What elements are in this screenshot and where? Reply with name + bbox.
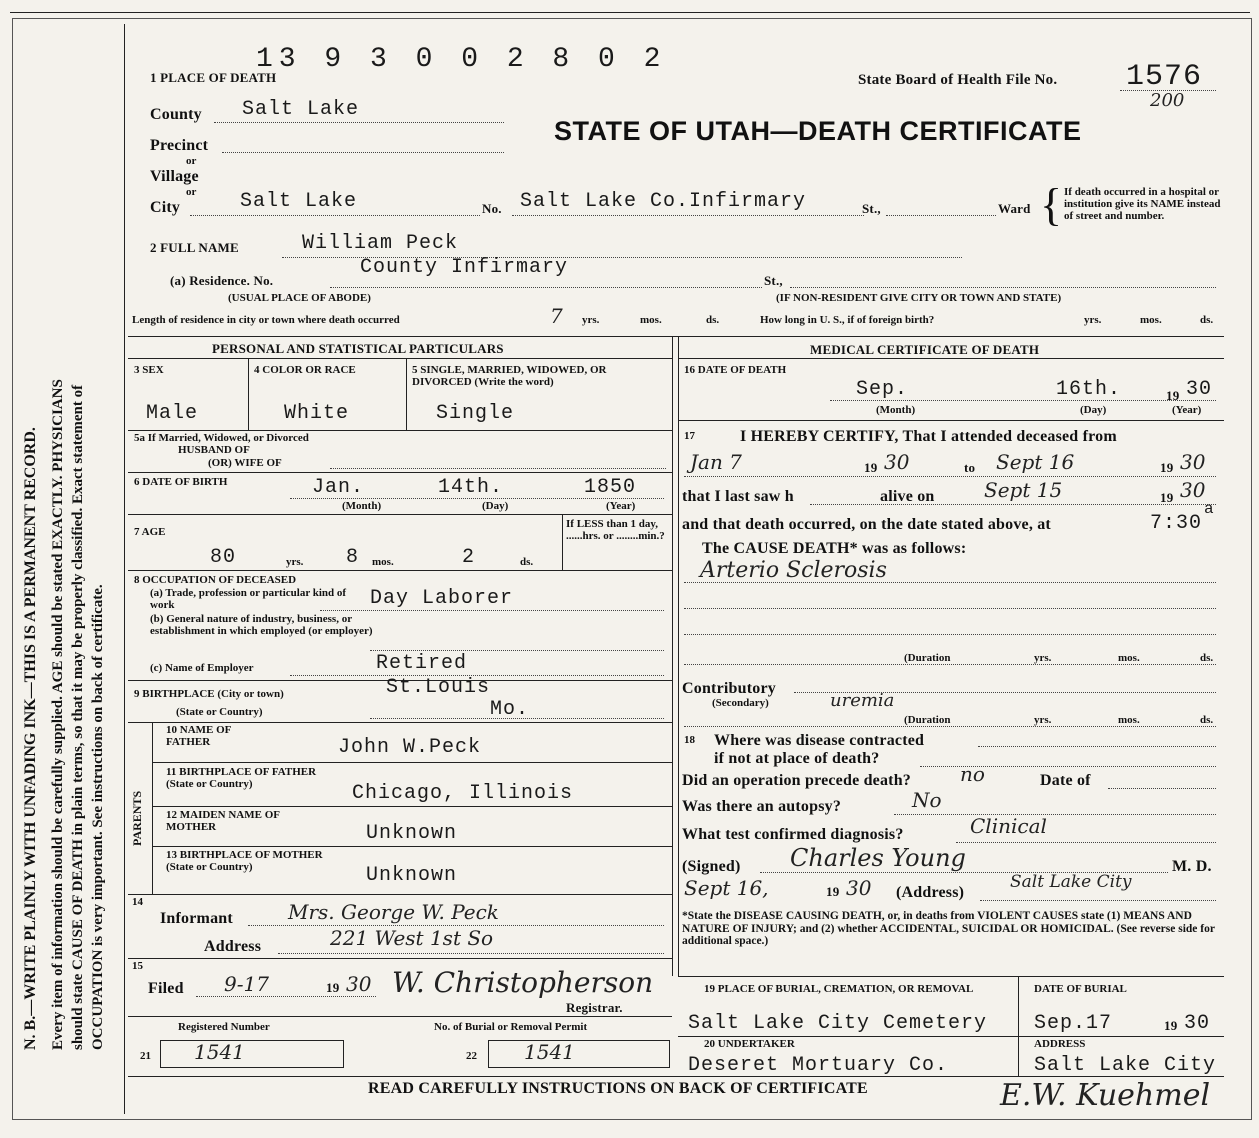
or-1: or	[186, 155, 197, 167]
attended-line	[684, 476, 1216, 477]
burial-year-prefix: 19	[1164, 1018, 1178, 1033]
registered-number-box	[160, 1040, 344, 1068]
informant-address-line	[278, 953, 664, 954]
dod-year: 30	[1186, 378, 1213, 401]
operation-label: Did an operation precede death?	[682, 772, 912, 789]
marital-label: 5 SINGLE, MARRIED, WIDOWED, OR DIVORCED (Write the word)	[412, 364, 607, 388]
operation-value: no	[960, 762, 985, 786]
md-label: M. D.	[1172, 858, 1212, 875]
alive-year: 30	[1180, 478, 1206, 502]
top-edge-line	[10, 12, 1250, 13]
birthplace-label: 9 BIRTHPLACE (City or town)	[134, 688, 284, 700]
rule-age	[128, 514, 672, 515]
dob-day: 14th.	[438, 476, 504, 499]
registered-num-prefix: 21	[140, 1050, 151, 1062]
dod-label: 16 DATE OF DEATH	[684, 364, 787, 376]
dod-day: 16th.	[1056, 378, 1122, 401]
duration-label-1: (Duration	[904, 652, 951, 664]
sex-race-divider	[248, 358, 249, 430]
mother-bp-value: Unknown	[366, 864, 458, 887]
duration-mos-2: mos.	[1118, 714, 1140, 726]
length-residence-yrs: 7	[550, 304, 563, 328]
father-bp-value: Chicago, Illinois	[352, 782, 574, 805]
residence-value: County Infirmary	[360, 256, 569, 279]
occupation-a-line	[320, 610, 664, 611]
file-no-label: State Board of Health File No.	[858, 72, 1058, 88]
rule-5a	[128, 430, 672, 431]
duration-ds-1: ds.	[1200, 652, 1214, 664]
occupation-c-value: Retired	[376, 652, 468, 675]
ward-line	[886, 215, 996, 216]
q18-num: 18	[684, 734, 695, 746]
village-label: Village	[150, 168, 199, 185]
date-of-line	[1108, 788, 1216, 789]
registrar-label: Registrar.	[566, 1000, 623, 1015]
institution-value: Salt Lake Co.Infirmary	[520, 190, 807, 213]
county-label: County	[150, 106, 202, 123]
contributory-line	[794, 692, 1216, 693]
occupation-a-value: Day Laborer	[370, 587, 514, 610]
father-label: 10 NAME OF FATHER	[166, 724, 231, 748]
dod-month-caption: (Month)	[876, 404, 916, 416]
rule-undertaker	[678, 1036, 1224, 1037]
contracted-sub: if not at place of death?	[714, 750, 880, 767]
signed-year: 30	[846, 876, 872, 900]
dod-day-caption: (Day)	[1080, 404, 1107, 416]
burial-date-label: DATE OF BURIAL	[1034, 983, 1127, 995]
burial-permit-label: No. of Burial or Removal Permit	[434, 1021, 588, 1033]
death-time: 7:30	[1150, 512, 1203, 535]
residence-label: (a) Residence. No.	[170, 273, 274, 288]
age-ds-caption: ds.	[520, 556, 534, 568]
certify-num: 17	[684, 430, 695, 442]
length-yrs-label: yrs.	[582, 314, 600, 326]
length-mos-label: mos.	[640, 314, 662, 326]
rule-father-bp	[152, 762, 672, 763]
burial-divider	[1018, 976, 1019, 1076]
occupation-b-label: (b) General nature of industry, business, or establishment in which employed (or employer)	[150, 613, 373, 637]
dod-year-caption: (Year)	[1172, 404, 1202, 416]
center-divider	[672, 336, 673, 976]
duration-label-2: (Duration	[904, 714, 951, 726]
informant-value: Mrs. George W. Peck	[288, 900, 499, 924]
us-ds-label: ds.	[1200, 314, 1214, 326]
dob-year-caption: (Year)	[606, 500, 636, 512]
county-line	[214, 122, 504, 123]
rule-informant	[128, 894, 672, 895]
alive-date: Sept 15	[984, 478, 1063, 502]
attended-to-year: 30	[1180, 450, 1206, 474]
medical-heading-rule	[678, 358, 1224, 359]
burial-year-value: 30	[1184, 1012, 1211, 1035]
signed-address: Salt Lake City	[1010, 872, 1132, 892]
filed-year-prefix: 19	[326, 980, 340, 995]
birthplace-line	[370, 718, 664, 719]
occupation-a-label: (a) Trade, profession or particular kind of work	[150, 587, 347, 611]
filed-line	[196, 996, 376, 997]
burial-place-value: Salt Lake City Cemetery	[688, 1012, 988, 1035]
signed-address-label: (Address)	[896, 884, 965, 901]
signed-year-prefix: 19	[826, 884, 840, 899]
spouse-label-3: (OR) WIFE OF	[208, 457, 282, 469]
contributory-value: uremia	[830, 690, 895, 711]
filed-year: 30	[346, 972, 372, 996]
filed-date: 9-17	[224, 972, 269, 996]
brace-icon: {	[1040, 179, 1063, 230]
cause-line-3	[684, 634, 1216, 635]
side-instructions-3: should state CAUSE OF DEATH in plain terms, so that it may be properly classified. Exact statement of	[70, 384, 86, 1050]
residence-line	[330, 287, 762, 288]
autopsy-line	[894, 814, 1216, 815]
mother-label: 12 MAIDEN NAME OF MOTHER	[166, 809, 280, 833]
city-value: Salt Lake	[240, 190, 358, 213]
certificate-title: STATE OF UTAH—DEATH CERTIFICATE	[554, 116, 1082, 146]
medical-heading: MEDICAL CERTIFICATE OF DEATH	[810, 342, 1040, 357]
city-label: City	[150, 199, 181, 216]
dob-month-caption: (Month)	[342, 500, 382, 512]
footnote: *State the DISEASE CAUSING DEATH, or, in deaths from VIOLENT CAUSES state (1) MEANS AND NATURE OF INJURY; and (2) whether ACCIDENTAL, SUICIDAL OR HOMICIDAL. (See reverse side for additional space.)	[682, 910, 1215, 947]
non-resident-label: (IF NON-RESIDENT GIVE CITY OR TOWN AND STATE)	[776, 292, 1062, 304]
rule-filed	[128, 958, 672, 959]
test-line	[956, 842, 1216, 843]
dob-month: Jan.	[312, 476, 365, 499]
filed-num: 15	[132, 960, 143, 972]
rule-burial	[678, 976, 1224, 977]
alive-on-label: alive on	[880, 488, 935, 505]
sex-value: Male	[146, 402, 199, 425]
county-value: Salt Lake	[242, 98, 360, 121]
duration-yrs-1: yrs.	[1034, 652, 1052, 664]
occupation-c-label: (c) Name of Employer	[150, 662, 254, 674]
death-occurred-label: and that death occurred, on the date stated above, at	[682, 516, 1051, 533]
registered-number-value: 1541	[194, 1040, 245, 1064]
attended-from-year-prefix: 19	[864, 460, 878, 475]
parents-side-label: PARENTS	[130, 790, 144, 846]
race-value: White	[284, 402, 350, 425]
certify-text: I HEREBY CERTIFY, That I attended deceased from	[740, 428, 1117, 445]
autopsy-value: No	[912, 788, 942, 812]
spouse-label-1: 5a If Married, Widowed, or Divorced	[134, 432, 309, 444]
attended-from: Jan 7	[690, 450, 742, 474]
place-of-death-heading: 1 PLACE OF DEATH	[150, 70, 277, 85]
attended-from-year: 30	[884, 450, 910, 474]
mother-value: Unknown	[366, 822, 458, 845]
registered-number-label: Registered Number	[178, 1021, 270, 1033]
or-2: or	[186, 186, 197, 198]
test-label: What test confirmed diagnosis?	[682, 826, 904, 843]
signed-address-line	[980, 900, 1216, 901]
age-yrs: 80	[210, 546, 237, 569]
city-line	[190, 215, 480, 216]
alive-year-prefix: 19	[1160, 490, 1174, 505]
side-instructions-2: Every item of information should be carefully supplied. AGE should be stated EXACTLY. PHYSICIANS	[50, 379, 66, 1050]
dob-year: 1850	[584, 476, 637, 499]
duration-line-2	[684, 726, 1216, 727]
dod-line	[830, 400, 1216, 401]
contracted-line	[978, 746, 1216, 747]
burial-permit-box	[488, 1040, 670, 1068]
informant-label: Informant	[160, 910, 233, 927]
contributory-sub: (Secondary)	[712, 697, 769, 709]
city-st-label: St.,	[862, 201, 881, 216]
undertaker-value: Deseret Mortuary Co.	[688, 1054, 949, 1077]
age-less-divider	[562, 514, 563, 570]
dob-label: 6 DATE OF BIRTH	[134, 476, 228, 488]
undertaker-signature: E.W. Kuehmel	[1000, 1078, 1211, 1113]
parents-divider	[152, 722, 153, 894]
footer-instructions: READ CAREFULLY INSTRUCTIONS ON BACK OF CERTIFICATE	[368, 1080, 868, 1097]
us-mos-label: mos.	[1140, 314, 1162, 326]
rule-mother-bp	[152, 846, 672, 847]
personal-heading-rule	[128, 358, 672, 359]
age-mos: 8	[346, 546, 360, 569]
less-than-label: If LESS than 1 day, ......hrs. or ........min.?	[566, 518, 665, 542]
cause-line-2	[684, 608, 1216, 609]
burial-permit-value: 1541	[524, 1040, 575, 1064]
dod-month: Sep.	[856, 378, 909, 401]
rule-parents	[128, 722, 672, 723]
top-stamp-number: 13 9 3 0 0 2 8 0 2	[256, 44, 667, 75]
precinct-label: Precinct	[150, 137, 209, 154]
undertaker-address: Salt Lake City	[1034, 1054, 1217, 1077]
residence-st-line	[790, 287, 1216, 288]
last-saw-label: that I last saw h	[682, 488, 794, 505]
duration-yrs-2: yrs.	[1034, 714, 1052, 726]
alive-line	[810, 504, 1216, 505]
rule-dob	[128, 472, 672, 473]
side-instructions-1: N. B.—WRITE PLAINLY WITH UNFADING INK—THIS IS A PERMANENT RECORD.	[22, 427, 39, 1050]
ward-label: Ward	[998, 201, 1031, 216]
burial-permit-prefix: 22	[466, 1050, 477, 1062]
occupation-label: 8 OCCUPATION OF DECEASED	[134, 574, 297, 586]
undertaker-label: 20 UNDERTAKER	[704, 1038, 795, 1050]
marital-value: Single	[436, 402, 515, 425]
precinct-line	[222, 152, 504, 153]
institution-line	[512, 215, 864, 216]
file-no-value: 1576	[1126, 60, 1203, 94]
birthplace-state-label: (State or Country)	[176, 706, 263, 718]
spouse-label-2: HUSBAND OF	[178, 444, 250, 456]
contracted-label: Where was disease contracted	[714, 732, 925, 749]
duration-mos-1: mos.	[1118, 652, 1140, 664]
race-marital-divider	[406, 358, 407, 430]
dod-year-prefix: 19	[1166, 388, 1180, 403]
signed-value: Charles Young	[790, 844, 966, 872]
undertaker-address-label: ADDRESS	[1034, 1038, 1086, 1050]
attended-to: Sept 16	[996, 450, 1075, 474]
age-mos-caption: mos.	[372, 556, 394, 568]
rule-occupation	[128, 570, 672, 571]
contributory-label: Contributory	[682, 680, 776, 697]
signed-date: Sept 16,	[684, 876, 769, 900]
dob-line	[290, 498, 664, 499]
duration-line-1	[684, 664, 1216, 665]
filed-label: Filed	[148, 980, 184, 997]
usual-abode-label: (USUAL PLACE OF ABODE)	[228, 292, 371, 304]
address-label: Address	[204, 938, 262, 955]
duration-ds-2: ds.	[1200, 714, 1214, 726]
age-yrs-caption: yrs.	[286, 556, 304, 568]
father-bp-label: 11 BIRTHPLACE OF FATHER (State or Country)	[166, 766, 317, 790]
length-residence-label: Length of residence in city or town where death occurred	[132, 314, 400, 326]
residence-st-label: St.,	[764, 273, 783, 288]
personal-heading: PERSONAL AND STATISTICAL PARTICULARS	[212, 341, 504, 356]
us-yrs-label: yrs.	[1084, 314, 1102, 326]
sex-label: 3 SEX	[134, 364, 164, 376]
age-label: 7 AGE	[134, 526, 166, 538]
age-ds: 2	[462, 546, 476, 569]
occupation-b-line	[370, 650, 664, 651]
us-residence-label: How long in U. S., if of foreign birth?	[760, 314, 935, 326]
signed-label: (Signed)	[682, 858, 741, 875]
hospital-note: If death occurred in a hospital or institution give its NAME instead of street and number.	[1064, 186, 1221, 222]
city-no-label: No.	[482, 201, 502, 216]
center-divider-2	[678, 336, 679, 976]
autopsy-label: Was there an autopsy?	[682, 798, 842, 815]
father-value: John W.Peck	[338, 736, 482, 759]
mother-bp-label: 13 BIRTHPLACE OF MOTHER (State or Country)	[166, 849, 323, 873]
side-divider	[124, 24, 125, 1114]
footer-rule	[128, 1076, 1224, 1077]
cause-label: The CAUSE DEATH* was as follows:	[702, 540, 967, 557]
birthplace-state: Mo.	[490, 698, 530, 721]
cause-value: Arterio Sclerosis	[700, 558, 887, 583]
spouse-line	[330, 468, 666, 469]
dob-day-caption: (Day)	[482, 500, 509, 512]
registrar-signature: W. Christopherson	[392, 966, 654, 999]
birthplace-city: St.Louis	[386, 676, 491, 699]
race-label: 4 COLOR OR RACE	[254, 364, 356, 376]
date-of-label: Date of	[1040, 772, 1091, 789]
test-value: Clinical	[970, 814, 1047, 838]
cause-line-1	[684, 582, 1216, 583]
file-no-sub: 200	[1150, 90, 1185, 111]
rule-certify	[678, 420, 1224, 421]
informant-num: 14	[132, 896, 143, 908]
side-instructions-4: OCCUPATION is very important. See instructions on back of certificate.	[90, 584, 106, 1050]
rule-registered	[128, 1016, 672, 1017]
death-ampm: a	[1204, 500, 1215, 518]
full-name-label: 2 FULL NAME	[150, 240, 239, 255]
attended-to-label: to	[964, 460, 976, 475]
attended-to-year-prefix: 19	[1160, 460, 1174, 475]
rule-mother	[152, 806, 672, 807]
informant-address: 221 West 1st So	[330, 926, 494, 950]
burial-place-label: 19 PLACE OF BURIAL, CREMATION, OR REMOVAL	[704, 983, 974, 995]
table-top-rule	[128, 336, 1224, 337]
burial-date-value: Sep.17	[1034, 1012, 1113, 1035]
full-name-value: William Peck	[302, 232, 459, 255]
length-ds-label: ds.	[706, 314, 720, 326]
